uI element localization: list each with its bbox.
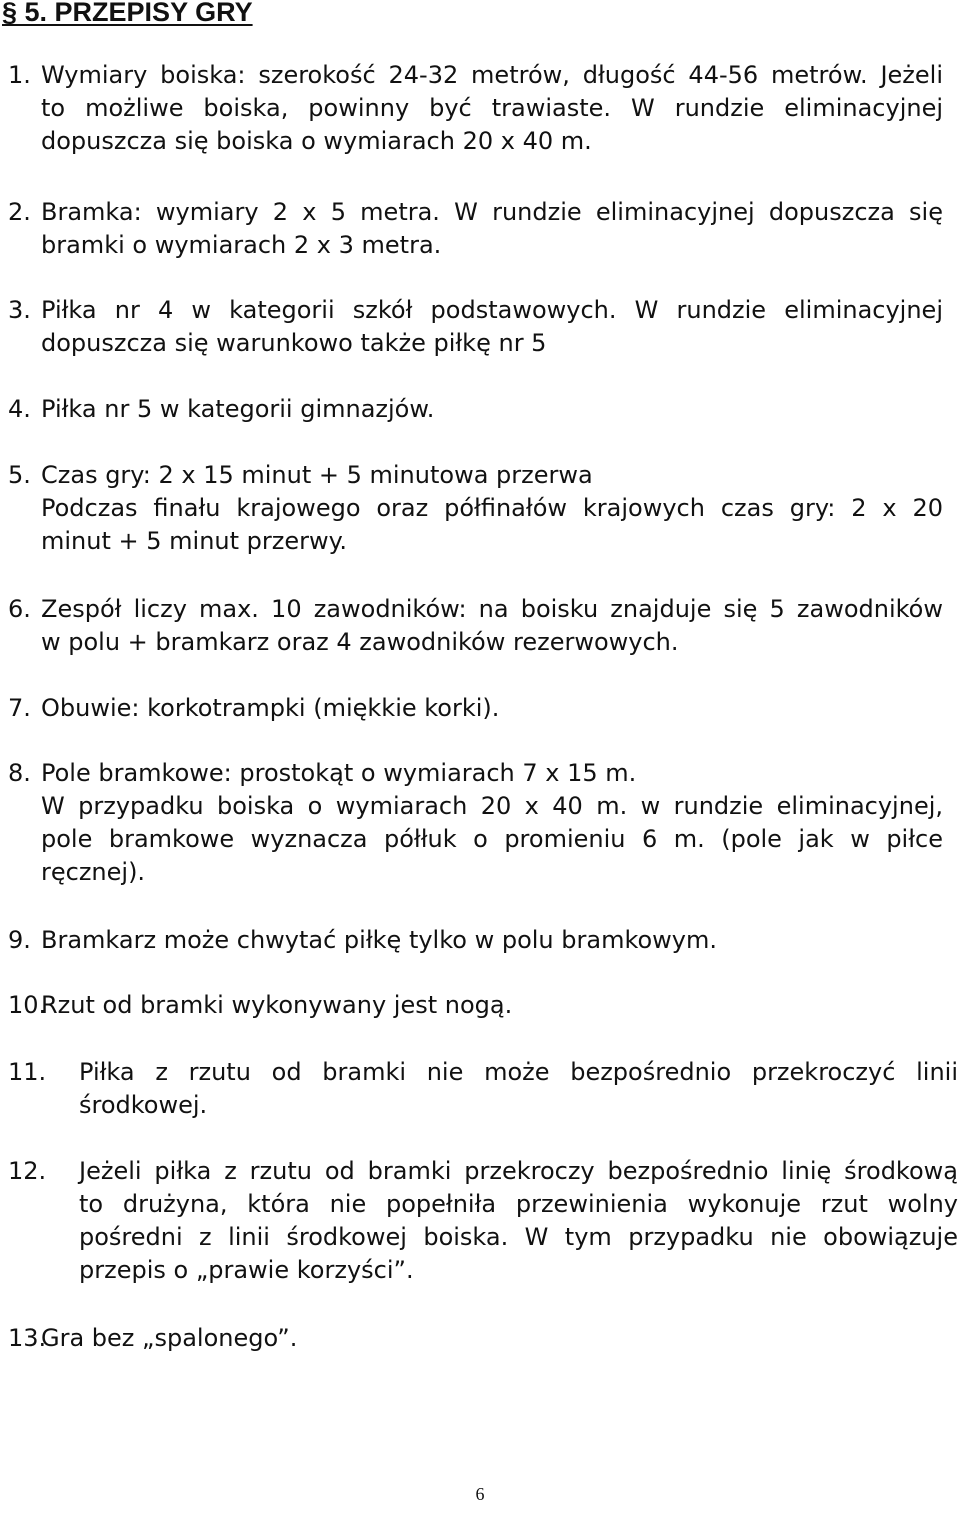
rule-line: Piłka nr 4 w kategorii szkół podstawowych. W rundzie eliminacyjnej — [41, 296, 943, 324]
rule-line: Zespół liczy max. 10 zawodników: na boisku znajduje się 5 zawodników — [41, 595, 943, 623]
rule-line: Bramka: wymiary 2 x 5 metra. W rundzie eliminacyjnej dopuszcza się — [41, 198, 943, 226]
page-number: 6 — [475, 1484, 485, 1504]
rule-number: 1. — [8, 61, 31, 89]
rule-line: Pole bramkowe: prostokąt o wymiarach 7 x 15 m. — [41, 759, 637, 787]
rule-line: minut + 5 minut przerwy. — [41, 527, 348, 555]
rule-line: dopuszcza się boiska o wymiarach 20 x 40 m. — [41, 127, 592, 155]
rule-line: to możliwe boiska, powinny być trawiaste. W rundzie eliminacyjnej — [41, 94, 943, 122]
rule-line: Piłka z rzutu od bramki nie może bezpośrednio przekroczyć linii — [79, 1058, 958, 1086]
rule-number: 3. — [8, 296, 31, 324]
rule-line: dopuszcza się warunkowo także piłkę nr 5 — [41, 329, 547, 357]
rule-number: 8. — [8, 759, 31, 787]
section-heading: § 5. PRZEPISY GRY — [2, 0, 253, 27]
rule-line: przepis o „prawie korzyści”. — [79, 1256, 414, 1284]
rule-number: 2. — [8, 198, 31, 226]
rule-line: W przypadku boiska o wymiarach 20 x 40 m. w rundzie eliminacyjnej, — [41, 792, 943, 820]
rule-line: ręcznej). — [41, 858, 146, 886]
rule-line: to drużyna, która nie popełniła przewinienia wykonuje rzut wolny — [79, 1190, 958, 1218]
rule-line: Gra bez „spalonego”. — [41, 1324, 298, 1352]
rule-line: Piłka nr 5 w kategorii gimnazjów. — [41, 395, 435, 423]
rule-line: Obuwie: korkotrampki (miękkie korki). — [41, 694, 500, 722]
rule-line: pole bramkowe wyznacza półłuk o promieniu 6 m. (pole jak w piłce — [41, 825, 943, 853]
rule-line: środkowej. — [79, 1091, 208, 1119]
rule-line: w polu + bramkarz oraz 4 zawodników rezerwowych. — [41, 628, 679, 656]
rule-number: 11. — [8, 1058, 47, 1086]
rule-line: Jeżeli piłka z rzutu od bramki przekroczy bezpośrednio linię środkową — [79, 1157, 958, 1185]
rule-line: Bramkarz może chwytać piłkę tylko w polu bramkowym. — [41, 926, 718, 954]
rule-line: Czas gry: 2 x 15 minut + 5 minutowa przerwa — [41, 461, 593, 489]
rule-line: pośredni z linii środkowej boiska. W tym przypadku nie obowiązuje — [79, 1223, 958, 1251]
rule-number: 4. — [8, 395, 31, 423]
rule-line: Podczas finału krajowego oraz półfinałów krajowych czas gry: 2 x 20 — [41, 494, 943, 522]
rule-line: Wymiary boiska: szerokość 24-32 metrów, długość 44-56 metrów. Jeżeli — [41, 61, 943, 89]
rule-number: 13. — [8, 1324, 47, 1352]
rule-number: 12. — [8, 1157, 47, 1185]
rule-number: 5. — [8, 461, 31, 489]
rule-line: bramki o wymiarach 2 x 3 metra. — [41, 231, 442, 259]
rule-number: 7. — [8, 694, 31, 722]
rule-number: 6. — [8, 595, 31, 623]
rule-number: 10. — [8, 991, 47, 1019]
rule-number: 9. — [8, 926, 31, 954]
rule-line: Rzut od bramki wykonywany jest nogą. — [41, 991, 513, 1019]
